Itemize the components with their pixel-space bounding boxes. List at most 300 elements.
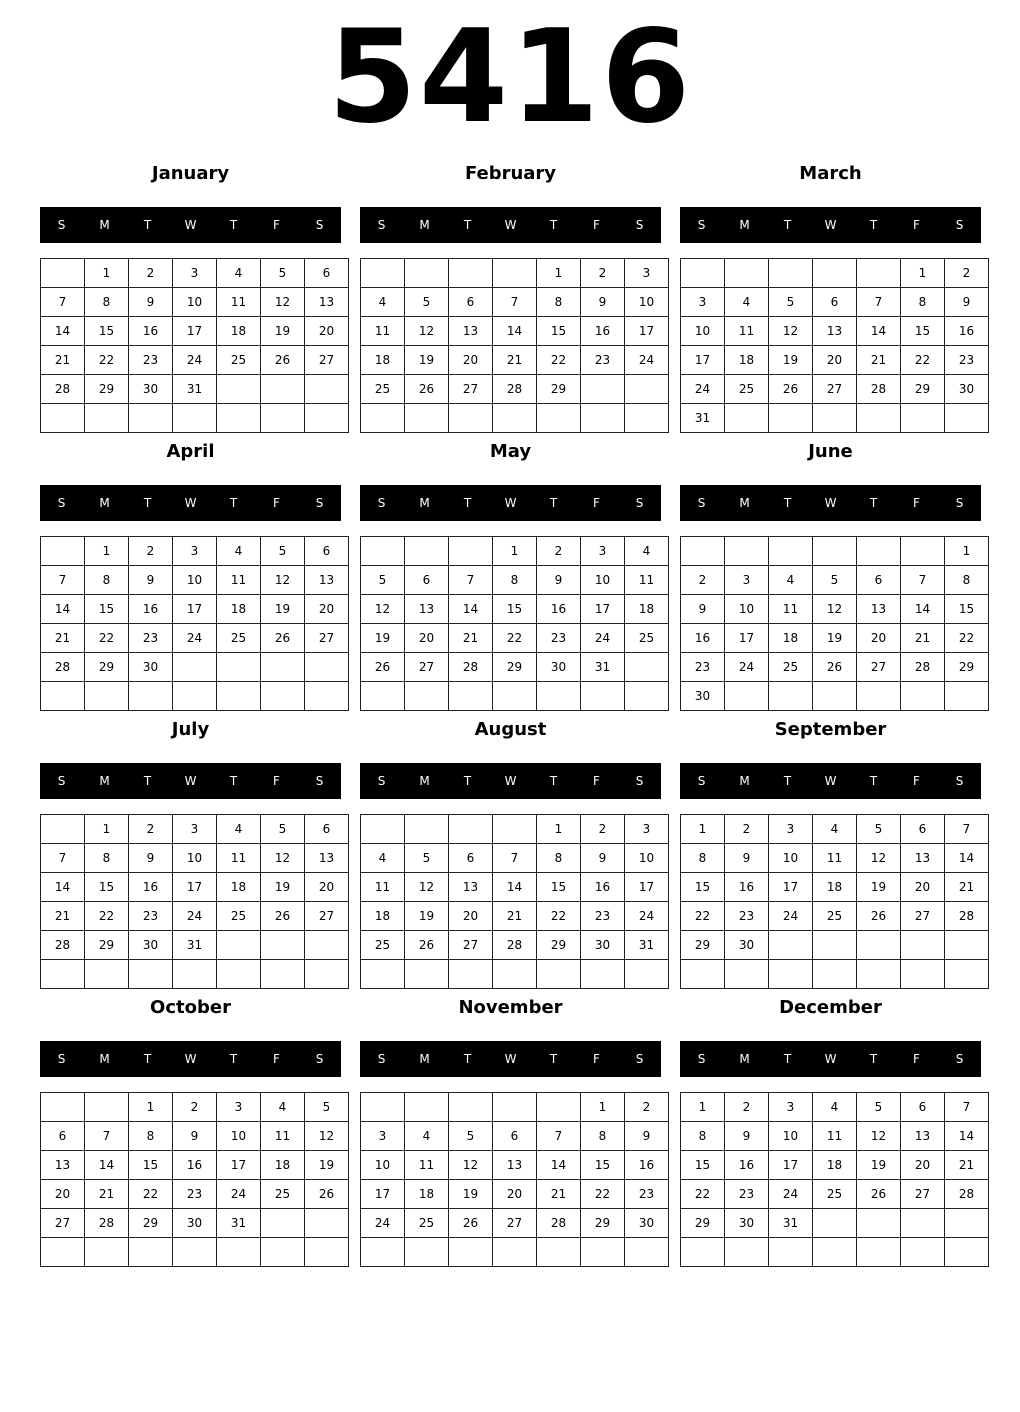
day-cell — [129, 960, 173, 989]
day-cell: 15 — [681, 1151, 725, 1180]
weekday-label: M — [739, 774, 750, 788]
week-row — [681, 960, 989, 989]
day-cell: 3 — [725, 566, 769, 595]
weekday-label: F — [593, 1052, 600, 1066]
day-cell: 7 — [537, 1122, 581, 1151]
weekday-label: W — [184, 218, 197, 232]
day-cell: 13 — [813, 317, 857, 346]
day-cell: 29 — [901, 375, 945, 404]
week-row — [361, 566, 669, 595]
day-cell — [361, 1093, 405, 1122]
day-cell — [305, 653, 349, 682]
day-cell: 1 — [681, 1093, 725, 1122]
day-cell: 24 — [581, 624, 625, 653]
day-cell: 25 — [217, 346, 261, 375]
day-cell — [813, 259, 857, 288]
weekday-label: F — [913, 218, 920, 232]
weekday-label: F — [913, 774, 920, 788]
day-cell: 25 — [261, 1180, 305, 1209]
day-cell: 10 — [681, 317, 725, 346]
day-cell — [857, 537, 901, 566]
day-cell — [901, 960, 945, 989]
week-row — [681, 346, 989, 375]
day-cell: 28 — [945, 902, 989, 931]
day-cell — [945, 931, 989, 960]
day-cell: 4 — [217, 537, 261, 566]
day-cell: 8 — [129, 1122, 173, 1151]
day-cell: 15 — [945, 595, 989, 624]
day-cell: 28 — [493, 375, 537, 404]
weekday-label: T — [143, 774, 152, 788]
week-row — [41, 595, 349, 624]
day-cell: 14 — [493, 317, 537, 346]
day-cell: 30 — [537, 653, 581, 682]
weekday-header — [680, 763, 981, 799]
day-cell: 18 — [261, 1151, 305, 1180]
day-cell: 5 — [261, 815, 305, 844]
day-cell — [493, 1093, 537, 1122]
weekday-label: T — [783, 218, 792, 232]
day-cell: 19 — [405, 902, 449, 931]
week-row — [361, 1180, 669, 1209]
week-row — [361, 844, 669, 873]
day-cell: 10 — [625, 288, 669, 317]
day-cell: 4 — [261, 1093, 305, 1122]
weekday-label: S — [955, 1052, 964, 1066]
day-cell: 16 — [129, 595, 173, 624]
month-name: May — [489, 441, 532, 462]
day-cell: 15 — [581, 1151, 625, 1180]
day-grid — [680, 814, 989, 989]
day-cell: 9 — [173, 1122, 217, 1151]
day-cell: 15 — [537, 873, 581, 902]
day-cell: 27 — [449, 931, 493, 960]
weekday-label: S — [377, 496, 386, 510]
day-cell: 27 — [305, 902, 349, 931]
day-cell: 23 — [625, 1180, 669, 1209]
day-cell: 20 — [901, 873, 945, 902]
day-cell: 10 — [361, 1151, 405, 1180]
day-cell — [901, 682, 945, 711]
day-cell: 21 — [41, 624, 85, 653]
day-cell — [945, 404, 989, 433]
day-cell: 2 — [173, 1093, 217, 1122]
weekday-label: S — [955, 218, 964, 232]
day-cell: 10 — [625, 844, 669, 873]
day-cell: 7 — [493, 288, 537, 317]
day-cell: 29 — [537, 931, 581, 960]
weekday-label: F — [273, 218, 280, 232]
day-cell: 31 — [581, 653, 625, 682]
weekday-label: W — [184, 496, 197, 510]
day-cell — [85, 960, 129, 989]
week-row — [681, 815, 989, 844]
day-cell — [85, 1238, 129, 1267]
weekday-label: W — [184, 1052, 197, 1066]
weekday-label: M — [99, 218, 110, 232]
day-cell: 26 — [813, 653, 857, 682]
day-cell — [405, 404, 449, 433]
day-cell — [405, 682, 449, 711]
day-cell: 25 — [405, 1209, 449, 1238]
day-cell: 20 — [857, 624, 901, 653]
day-cell — [405, 259, 449, 288]
day-cell: 13 — [449, 317, 493, 346]
day-cell — [305, 375, 349, 404]
week-row — [41, 873, 349, 902]
week-row — [681, 1180, 989, 1209]
week-row — [681, 1209, 989, 1238]
week-row — [361, 960, 669, 989]
day-grid — [360, 258, 669, 433]
week-row — [681, 537, 989, 566]
day-cell — [217, 960, 261, 989]
year-title: 5416 — [327, 3, 693, 152]
day-cell: 10 — [769, 844, 813, 873]
week-row — [681, 931, 989, 960]
week-row — [361, 537, 669, 566]
day-cell: 4 — [217, 259, 261, 288]
weekday-label: M — [739, 496, 750, 510]
day-cell: 1 — [581, 1093, 625, 1122]
day-cell — [581, 375, 625, 404]
day-cell: 12 — [813, 595, 857, 624]
day-cell — [813, 960, 857, 989]
weekday-header — [680, 207, 981, 243]
day-cell: 21 — [41, 346, 85, 375]
day-cell: 13 — [305, 844, 349, 873]
week-row — [361, 931, 669, 960]
day-cell: 12 — [405, 873, 449, 902]
day-cell — [85, 404, 129, 433]
day-cell: 29 — [85, 375, 129, 404]
day-cell — [129, 404, 173, 433]
week-row — [361, 1238, 669, 1267]
weekday-header — [360, 1041, 661, 1077]
week-row — [41, 346, 349, 375]
day-cell — [901, 1209, 945, 1238]
day-cell — [493, 815, 537, 844]
day-cell: 26 — [857, 1180, 901, 1209]
day-cell: 9 — [945, 288, 989, 317]
day-cell: 27 — [449, 375, 493, 404]
day-cell: 6 — [901, 1093, 945, 1122]
day-cell: 10 — [173, 566, 217, 595]
week-row — [361, 1209, 669, 1238]
day-cell: 7 — [493, 844, 537, 873]
day-cell: 21 — [85, 1180, 129, 1209]
day-cell: 17 — [173, 595, 217, 624]
day-cell: 20 — [305, 317, 349, 346]
day-cell: 28 — [41, 653, 85, 682]
week-row — [41, 1151, 349, 1180]
day-cell: 19 — [857, 1151, 901, 1180]
day-cell: 18 — [405, 1180, 449, 1209]
day-cell: 7 — [857, 288, 901, 317]
weekday-header — [680, 485, 981, 521]
day-cell: 24 — [361, 1209, 405, 1238]
weekday-label: T — [143, 1052, 152, 1066]
weekday-label: M — [419, 218, 430, 232]
week-row — [41, 815, 349, 844]
day-cell: 1 — [681, 815, 725, 844]
day-cell: 7 — [85, 1122, 129, 1151]
weekday-label: M — [739, 218, 750, 232]
weekday-label: W — [824, 774, 837, 788]
day-cell: 9 — [681, 595, 725, 624]
day-cell — [581, 682, 625, 711]
day-cell: 2 — [945, 259, 989, 288]
weekday-header — [360, 207, 661, 243]
month-name: June — [808, 441, 853, 462]
day-cell: 18 — [217, 595, 261, 624]
day-cell — [85, 682, 129, 711]
day-cell — [681, 960, 725, 989]
day-cell — [305, 931, 349, 960]
day-cell — [901, 1238, 945, 1267]
day-cell: 6 — [41, 1122, 85, 1151]
day-cell: 16 — [625, 1151, 669, 1180]
day-cell: 13 — [449, 873, 493, 902]
day-cell — [901, 931, 945, 960]
day-cell: 20 — [305, 873, 349, 902]
day-cell — [41, 682, 85, 711]
day-cell: 9 — [725, 844, 769, 873]
day-cell — [813, 931, 857, 960]
day-cell: 23 — [129, 346, 173, 375]
week-row — [41, 931, 349, 960]
month-name: December — [779, 997, 882, 1018]
week-row — [41, 1180, 349, 1209]
day-cell: 2 — [681, 566, 725, 595]
weekday-label: T — [463, 218, 472, 232]
day-cell: 11 — [217, 844, 261, 873]
week-row — [361, 1122, 669, 1151]
weekday-label: F — [273, 774, 280, 788]
weekday-label: S — [697, 218, 706, 232]
day-cell: 29 — [85, 931, 129, 960]
weekday-label: M — [419, 774, 430, 788]
weekday-label: S — [315, 218, 324, 232]
day-cell: 4 — [725, 288, 769, 317]
weekday-label: T — [229, 218, 238, 232]
day-cell: 6 — [449, 288, 493, 317]
day-cell: 17 — [681, 346, 725, 375]
day-cell: 23 — [581, 902, 625, 931]
week-row — [681, 404, 989, 433]
day-cell — [537, 404, 581, 433]
weekday-label: S — [955, 496, 964, 510]
day-cell: 17 — [173, 317, 217, 346]
day-cell: 1 — [85, 537, 129, 566]
day-cell: 27 — [493, 1209, 537, 1238]
week-row — [361, 815, 669, 844]
day-cell: 30 — [129, 653, 173, 682]
day-cell — [449, 259, 493, 288]
day-cell: 13 — [901, 1122, 945, 1151]
day-cell — [449, 404, 493, 433]
day-cell — [305, 1238, 349, 1267]
day-cell: 13 — [857, 595, 901, 624]
day-cell: 5 — [857, 815, 901, 844]
day-cell — [305, 682, 349, 711]
day-cell: 4 — [813, 815, 857, 844]
day-cell: 16 — [581, 873, 625, 902]
day-cell: 11 — [769, 595, 813, 624]
day-cell: 8 — [945, 566, 989, 595]
day-cell — [493, 404, 537, 433]
day-cell: 22 — [945, 624, 989, 653]
day-cell — [725, 682, 769, 711]
day-cell: 17 — [581, 595, 625, 624]
month-name: October — [150, 997, 231, 1018]
day-cell — [725, 537, 769, 566]
day-cell — [537, 682, 581, 711]
day-cell: 12 — [857, 1122, 901, 1151]
day-cell: 27 — [305, 624, 349, 653]
week-row — [681, 844, 989, 873]
day-cell: 31 — [173, 375, 217, 404]
day-cell: 24 — [173, 902, 217, 931]
day-cell: 23 — [129, 902, 173, 931]
day-cell: 14 — [493, 873, 537, 902]
day-cell: 24 — [769, 902, 813, 931]
day-grid — [40, 536, 349, 711]
day-cell: 25 — [813, 1180, 857, 1209]
day-cell: 30 — [725, 931, 769, 960]
day-cell: 29 — [681, 1209, 725, 1238]
week-row — [361, 1093, 669, 1122]
day-cell: 13 — [305, 288, 349, 317]
day-cell: 6 — [405, 566, 449, 595]
day-cell: 3 — [173, 815, 217, 844]
day-cell — [857, 682, 901, 711]
day-cell: 16 — [725, 1151, 769, 1180]
weekday-label: S — [635, 218, 644, 232]
day-cell: 22 — [85, 624, 129, 653]
day-cell — [901, 404, 945, 433]
day-cell: 21 — [493, 902, 537, 931]
weekday-label: T — [229, 1052, 238, 1066]
weekday-label: W — [824, 1052, 837, 1066]
day-cell — [41, 537, 85, 566]
day-cell: 7 — [41, 566, 85, 595]
day-cell: 28 — [493, 931, 537, 960]
day-cell — [217, 653, 261, 682]
day-cell: 11 — [217, 288, 261, 317]
day-cell — [361, 960, 405, 989]
day-grid — [680, 258, 989, 433]
weekday-label: T — [783, 1052, 792, 1066]
day-cell: 5 — [361, 566, 405, 595]
day-cell: 1 — [129, 1093, 173, 1122]
week-row — [41, 566, 349, 595]
weekday-label: T — [549, 1052, 558, 1066]
day-cell: 19 — [769, 346, 813, 375]
day-cell: 2 — [625, 1093, 669, 1122]
day-cell: 27 — [305, 346, 349, 375]
week-row — [681, 1238, 989, 1267]
weekday-label: T — [229, 774, 238, 788]
day-cell: 11 — [361, 873, 405, 902]
weekday-label: S — [377, 1052, 386, 1066]
day-cell: 8 — [85, 566, 129, 595]
week-row — [681, 375, 989, 404]
day-cell: 1 — [537, 259, 581, 288]
weekday-label: T — [783, 774, 792, 788]
day-cell: 19 — [449, 1180, 493, 1209]
day-cell: 29 — [129, 1209, 173, 1238]
weekday-label: F — [913, 496, 920, 510]
day-cell: 26 — [305, 1180, 349, 1209]
day-cell: 27 — [857, 653, 901, 682]
day-cell: 26 — [405, 931, 449, 960]
week-row — [681, 873, 989, 902]
day-cell: 3 — [625, 815, 669, 844]
day-cell: 20 — [813, 346, 857, 375]
day-cell: 25 — [725, 375, 769, 404]
day-cell: 28 — [901, 653, 945, 682]
day-cell: 24 — [681, 375, 725, 404]
week-row — [681, 317, 989, 346]
day-cell: 26 — [405, 375, 449, 404]
day-cell: 23 — [129, 624, 173, 653]
day-cell: 23 — [945, 346, 989, 375]
day-cell: 23 — [173, 1180, 217, 1209]
day-cell: 14 — [449, 595, 493, 624]
day-cell: 3 — [361, 1122, 405, 1151]
day-grid — [40, 814, 349, 989]
day-cell: 30 — [625, 1209, 669, 1238]
day-cell: 30 — [581, 931, 625, 960]
day-cell: 14 — [41, 595, 85, 624]
day-cell: 18 — [217, 317, 261, 346]
day-cell: 1 — [901, 259, 945, 288]
day-cell: 24 — [173, 624, 217, 653]
day-cell: 22 — [537, 902, 581, 931]
day-cell: 5 — [813, 566, 857, 595]
day-cell — [725, 960, 769, 989]
day-cell: 19 — [405, 346, 449, 375]
week-row — [361, 624, 669, 653]
day-cell: 23 — [725, 1180, 769, 1209]
day-cell: 22 — [85, 902, 129, 931]
day-cell: 17 — [625, 873, 669, 902]
day-cell — [261, 960, 305, 989]
day-cell: 5 — [405, 288, 449, 317]
week-row — [681, 1122, 989, 1151]
day-cell: 20 — [41, 1180, 85, 1209]
day-cell — [217, 404, 261, 433]
day-cell: 16 — [581, 317, 625, 346]
day-cell — [537, 1093, 581, 1122]
day-cell: 24 — [769, 1180, 813, 1209]
day-cell: 6 — [857, 566, 901, 595]
weekday-header — [40, 485, 341, 521]
month-name: September — [774, 719, 887, 740]
day-cell: 23 — [537, 624, 581, 653]
day-cell: 19 — [261, 317, 305, 346]
day-cell: 1 — [85, 815, 129, 844]
weekday-label: S — [377, 218, 386, 232]
day-cell: 18 — [361, 346, 405, 375]
week-row — [361, 653, 669, 682]
day-cell — [449, 960, 493, 989]
day-cell — [901, 537, 945, 566]
day-cell — [261, 404, 305, 433]
day-cell — [857, 404, 901, 433]
day-cell — [681, 1238, 725, 1267]
